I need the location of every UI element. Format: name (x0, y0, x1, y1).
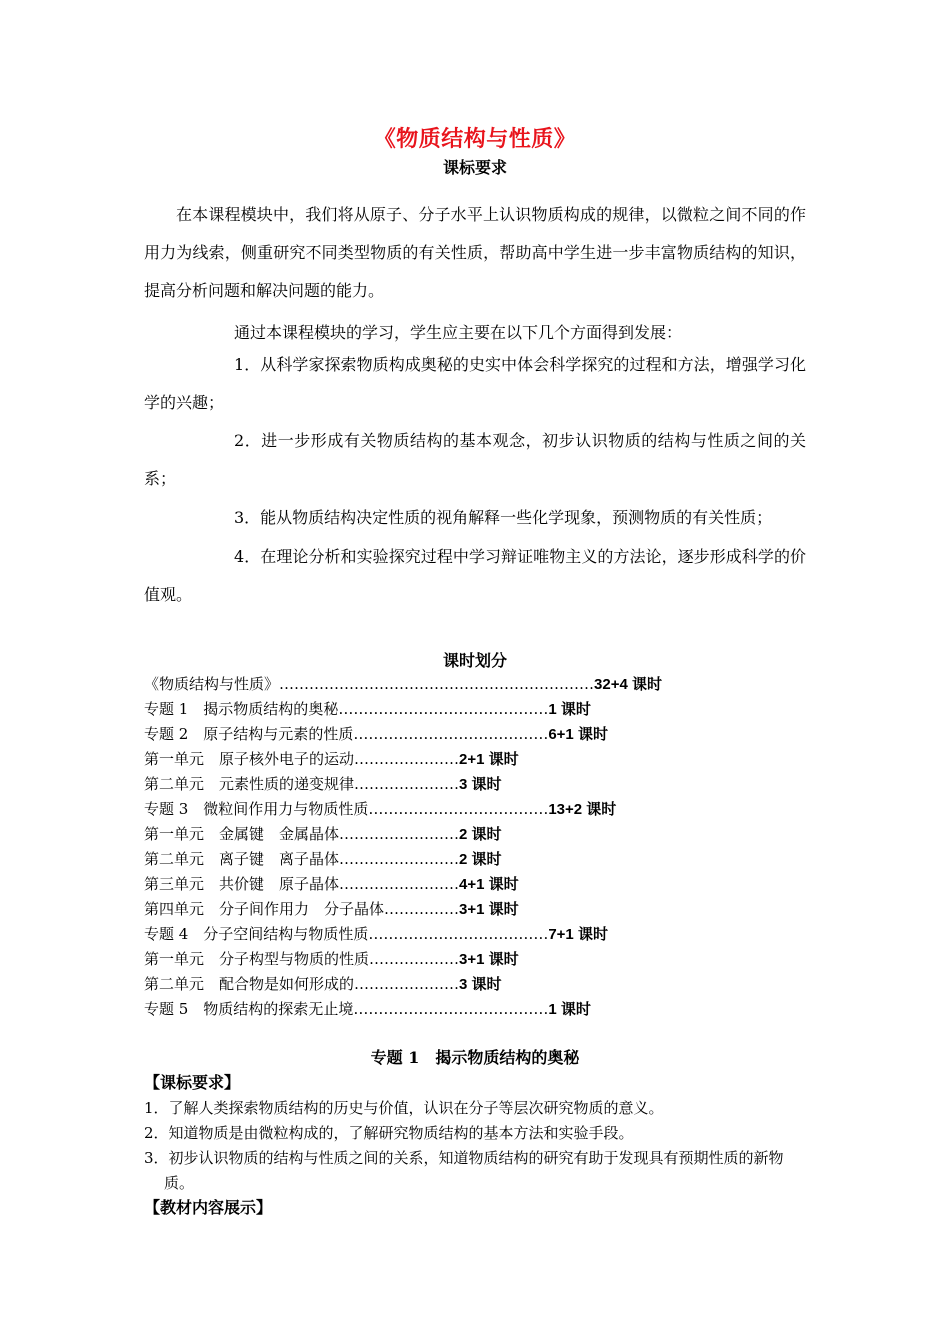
schedule-leader-dots: ……………………………………………………… (279, 675, 595, 693)
schedule-list (144, 672, 844, 1022)
requirement-item: 1．了解人类探索物质结构的历史与价值，认识在分子等层次研究物质的意义。 (144, 1099, 664, 1117)
goal-item-1: 1．从科学家探索物质构成奥秘的史实中体会科学探究的过程和方法，增强学习化学的兴趣； (144, 355, 806, 412)
schedule-label: 第一单元 金属键 金属晶体 (144, 825, 340, 843)
schedule-hours: 1 课时 (548, 1001, 591, 1018)
schedule-row (144, 747, 844, 772)
requirement-item: 2．知道物质是由微粒构成的，了解研究物质结构的基本方法和实验手段。 (144, 1124, 634, 1142)
topic1-heading: 专题 1 揭示物质结构的奥秘 (370, 1048, 580, 1067)
schedule-leader-dots: …………………… (339, 825, 460, 843)
requirement-item: 3．初步认识物质的结构与性质之间的关系，知道物质结构的研究有助于发现具有预期性质的新物质。 (144, 1149, 784, 1192)
schedule-row (144, 822, 844, 847)
schedule-leader-dots: ……………… (369, 950, 460, 968)
schedule-leader-dots: ………………………………… (353, 1000, 549, 1018)
intro-paragraph: 在本课程模块中，我们将从原子、分子水平上认识物质构成的规律，以微粒之间不同的作用力为线索，侧重研究不同类型物质的有关性质，帮助高中学生进一步丰富物质结构的知识，提高分析问题和解决问题的能力。 (144, 205, 806, 300)
goal-item-3: 3．能从物质结构决定性质的视角解释一些化学现象，预测物质的有关性质； (234, 508, 773, 527)
content-label: 【教材内容展示】 (144, 1198, 273, 1217)
schedule-hours: 2 课时 (459, 851, 502, 868)
schedule-label: 第一单元 分子构型与物质的性质 (144, 950, 370, 968)
schedule-leader-dots: …………………… (339, 875, 460, 893)
schedule-row (144, 672, 844, 697)
goal-item-2: 2．进一步形成有关物质结构的基本观念，初步认识物质的结构与性质之间的关系； (144, 431, 806, 488)
schedule-hours: 13+2 课时 (548, 801, 617, 818)
schedule-heading: 课时划分 (442, 651, 507, 670)
schedule-leader-dots: ………………… (354, 775, 460, 793)
schedule-leader-dots: ……………………………… (368, 925, 549, 943)
schedule-label: 第一单元 原子核外电子的运动 (144, 750, 355, 768)
schedule-hours: 1 课时 (548, 701, 591, 718)
schedule-hours: 3+1 课时 (459, 901, 519, 918)
schedule-label: 第二单元 离子键 离子晶体 (144, 850, 340, 868)
schedule-row (144, 872, 844, 897)
schedule-label: 第二单元 元素性质的递变规律 (144, 775, 355, 793)
schedule-row (144, 847, 844, 872)
schedule-leader-dots: …………………………………… (338, 700, 549, 718)
schedule-row (144, 922, 844, 947)
schedule-hours: 6+1 课时 (548, 726, 608, 743)
schedule-label: 专题 2 原子结构与元素的性质 (144, 725, 354, 743)
requirements-label: 【课标要求】 (144, 1073, 241, 1092)
schedule-leader-dots: …………………… (339, 850, 460, 868)
schedule-leader-dots: …………… (384, 900, 460, 918)
schedule-hours: 2+1 课时 (459, 751, 519, 768)
schedule-leader-dots: ………………… (354, 750, 460, 768)
schedule-row (144, 897, 844, 922)
section-subtitle: 课标要求 (442, 158, 507, 177)
schedule-label: 专题 4 分子空间结构与物质性质 (144, 925, 369, 943)
schedule-label: 第四单元 分子间作用力 分子晶体 (144, 900, 385, 918)
schedule-hours: 3+1 课时 (459, 951, 519, 968)
document-title: 《物质结构与性质》 (373, 126, 577, 152)
schedule-hours: 2 课时 (459, 826, 502, 843)
schedule-hours: 4+1 课时 (459, 876, 519, 893)
schedule-label: 专题 5 物质结构的探索无止境 (144, 1000, 354, 1018)
schedule-hours: 3 课时 (459, 976, 502, 993)
schedule-hours: 3 课时 (459, 776, 502, 793)
schedule-label: 专题 3 微粒间作用力与物质性质 (144, 800, 369, 818)
schedule-label: 第二单元 配合物是如何形成的 (144, 975, 355, 993)
intro-lead: 通过本课程模块的学习，学生应主要在以下几个方面得到发展： (234, 323, 683, 342)
schedule-row (144, 947, 844, 972)
schedule-leader-dots: ………………… (354, 975, 460, 993)
schedule-leader-dots: ………………………………… (353, 725, 549, 743)
schedule-label: 《物质结构与性质》 (144, 675, 280, 693)
schedule-leader-dots: ……………………………… (368, 800, 549, 818)
schedule-row (144, 722, 844, 747)
schedule-label: 专题 1 揭示物质结构的奥秘 (144, 700, 339, 718)
schedule-row (144, 772, 844, 797)
requirements-list (144, 1096, 808, 1196)
schedule-row (144, 697, 844, 722)
schedule-hours: 7+1 课时 (548, 926, 608, 943)
schedule-row (144, 997, 844, 1022)
goal-item-4: 4．在理论分析和实验探究过程中学习辩证唯物主义的方法论，逐步形成科学的价值观。 (144, 547, 806, 604)
schedule-row (144, 797, 844, 822)
schedule-hours: 32+4 课时 (594, 676, 662, 693)
schedule-row (144, 972, 844, 997)
schedule-label: 第三单元 共价键 原子晶体 (144, 875, 340, 893)
